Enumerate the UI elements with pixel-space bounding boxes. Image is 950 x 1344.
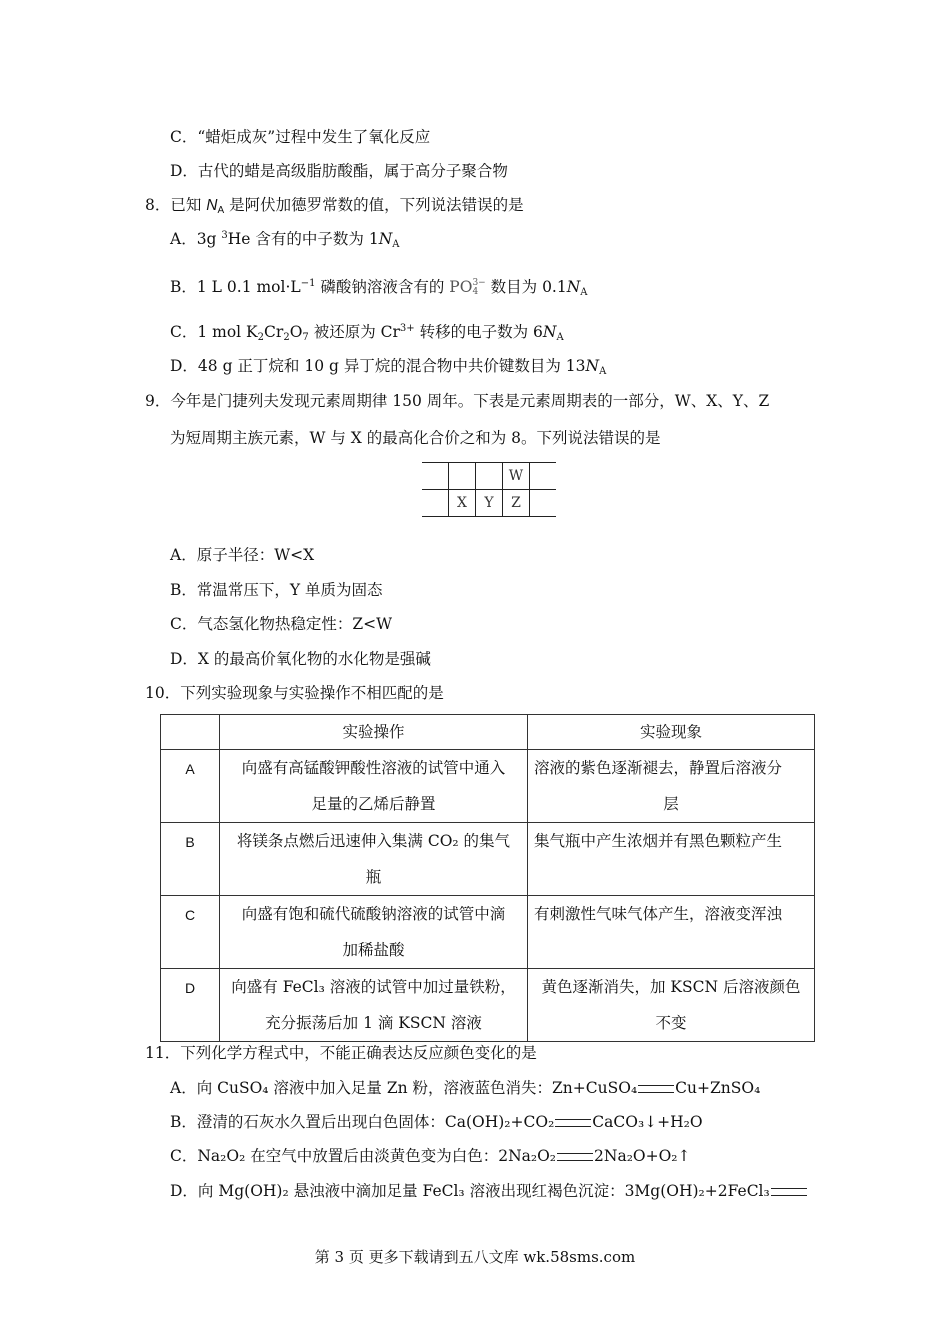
row-phenomenon: 有刺激性气味气体产生，溶液变浑浊 <box>528 896 815 969</box>
q8-option-a: A．3g $^3$He 含有的中子数为 $1N_A$ <box>170 230 400 250</box>
periodic-cell-w: W <box>503 463 530 490</box>
table-row <box>161 750 815 823</box>
row-operation: 向盛有饱和硫代硫酸钠溶液的试管中滴 加稀盐酸 <box>220 896 528 969</box>
header-label <box>161 715 220 750</box>
row-operation: 向盛有 FeCl₃ 溶液的试管中加过量铁粉， 充分振荡后加 1 滴 KSCN 溶液 <box>220 969 528 1042</box>
q9-stem-line2: 为短周期主族元素，W 与 X 的最高化合价之和为 8。下列说法错误的是 <box>170 429 661 447</box>
row-label: C <box>161 896 220 969</box>
equals-sign <box>555 1119 591 1127</box>
q8-stem: 8．已知 $N_A$ 是阿伏加德罗常数的值，下列说法错误的是 <box>145 196 524 216</box>
q11-option-c: C．Na₂O₂ 在空气中放置后由淡黄色变为白色：2Na₂O₂ 2Na₂O+O₂↑ <box>170 1147 691 1165</box>
row-label: B <box>161 823 220 896</box>
experiment-table-header <box>161 715 815 750</box>
table-row <box>161 896 815 969</box>
q9-option-a: A．原子半径：W<X <box>170 546 315 564</box>
periodic-cell <box>449 463 476 490</box>
table-row <box>161 823 815 896</box>
header-phenomenon: 实验现象 <box>528 715 815 750</box>
row-label: A <box>161 750 220 823</box>
table-row <box>161 969 815 1042</box>
equals-sign <box>557 1153 593 1161</box>
q7-option-d: D．古代的蜡是高级脂肪酸酯，属于高分子聚合物 <box>170 162 508 180</box>
row-phenomenon: 溶液的紫色逐渐褪去，静置后溶液分 层 <box>528 750 815 823</box>
q11-stem: 11．下列化学方程式中，不能正确表达反应颜色变化的是 <box>145 1044 537 1062</box>
q11-option-a: A．向 CuSO₄ 溶液中加入足量 Zn 粉，溶液蓝色消失：Zn+CuSO₄ Cu+ZnSO₄ <box>170 1079 761 1097</box>
q9-stem-line1: 9．今年是门捷列夫发现元素周期律 150 周年。下表是元素周期表的一部分，W、X、Y、Z <box>145 392 770 410</box>
equals-sign <box>771 1188 807 1196</box>
row-operation: 向盛有高锰酸钾酸性溶液的试管中通入 足量的乙烯后静置 <box>220 750 528 823</box>
q10-stem: 10．下列实验现象与实验操作不相匹配的是 <box>145 684 444 702</box>
row-operation: 将镁条点燃后迅速伸入集满 CO₂ 的集气 瓶 <box>220 823 528 896</box>
q9-option-d: D．X 的最高价氧化物的水化物是强碱 <box>170 650 431 668</box>
q8-option-c: C．1 mol $K_2Cr_2O_7$ 被还原为 $Cr^{3+}$ 转移的电子数为 $6N_A$ <box>170 323 564 343</box>
q8-option-d: D．48 g 正丁烷和 10 g 异丁烷的混合物中共价键数目为 $13N_A$ <box>170 357 607 377</box>
q11-option-d: D．向 Mg(OH)₂ 悬浊液中滴加足量 FeCl₃ 溶液出现红褐色沉淀：3Mg(OH)₂+2FeCl₃ <box>170 1181 808 1201</box>
periodic-cell <box>530 463 557 490</box>
row-phenomenon: 集气瓶中产生浓烟并有黑色颗粒产生 <box>528 823 815 896</box>
header-operation: 实验操作 <box>220 715 528 750</box>
periodic-row-1 <box>422 463 556 490</box>
q7-option-c: C．“蜡炬成灰”过程中发生了氧化反应 <box>170 128 431 146</box>
q9-option-c: C．气态氢化物热稳定性：Z<W <box>170 615 393 633</box>
periodic-cell <box>476 463 503 490</box>
page-footer: 第 3 页 更多下载请到五八文库 wk.58sms.com <box>314 1248 636 1266</box>
row-label: D <box>161 969 220 1042</box>
experiment-table <box>160 714 815 1042</box>
periodic-cell-y: Y <box>476 490 503 517</box>
periodic-table-fragment <box>422 462 556 517</box>
q11-option-b: B．澄清的石灰水久置后出现白色固体：Ca(OH)₂+CO₂ CaCO₃↓+H₂O <box>170 1113 703 1131</box>
periodic-cell <box>530 490 557 517</box>
q9-option-b: B．常温常压下，Y 单质为固态 <box>170 581 383 599</box>
q8-option-b: B．1 L 0.1 $mol\cdot L^{-1}$ 磷酸钠溶液含有的 PO 3− 4 数目为 $0.1N_A$ <box>170 278 588 298</box>
periodic-cell-z: Z <box>503 490 530 517</box>
equals-sign <box>638 1085 674 1093</box>
periodic-cell <box>422 490 449 517</box>
periodic-cell <box>422 463 449 490</box>
periodic-row-2 <box>422 490 556 517</box>
row-phenomenon: 黄色逐渐消失，加 KSCN 后溶液颜色 不变 <box>528 969 815 1042</box>
periodic-cell-x: X <box>449 490 476 517</box>
